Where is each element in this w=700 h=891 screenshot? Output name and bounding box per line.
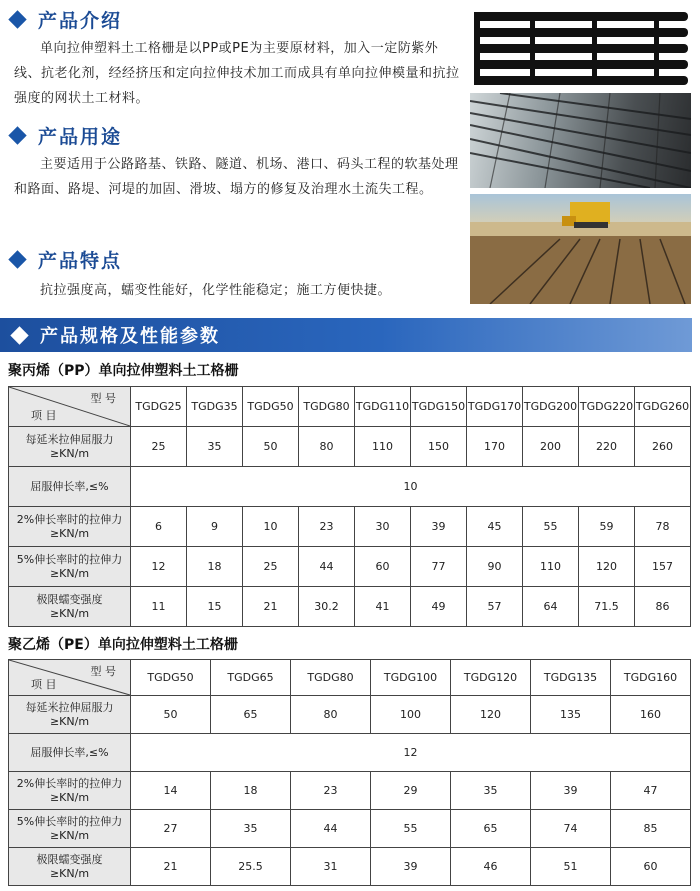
- construction-site-photo: [470, 194, 691, 304]
- header-corner-cell: [9, 660, 131, 696]
- value-cell: 27: [131, 810, 211, 848]
- value-cell: 65: [211, 696, 291, 734]
- row-unit: ≥KN/m: [49, 606, 90, 620]
- usage-heading: [8, 122, 122, 149]
- intro-title: 产品介绍: [38, 10, 123, 32]
- row-label-cell: [9, 547, 131, 587]
- value-cell: 78: [635, 507, 691, 547]
- row-label: 2%伸长率时的拉伸力: [16, 776, 123, 790]
- model-header-cell: TGDG110: [355, 387, 411, 427]
- value-cell: 6: [131, 507, 187, 547]
- value-cell: 46: [451, 848, 531, 886]
- value-cell: 110: [523, 547, 579, 587]
- value-cell: 60: [611, 848, 691, 886]
- model-header-cell: TGDG25: [131, 387, 187, 427]
- model-header-cell: TGDG80: [299, 387, 355, 427]
- table-row: [9, 587, 691, 627]
- row-label-cell: [9, 772, 131, 810]
- value-cell: 25: [131, 427, 187, 467]
- value-cell: 39: [531, 772, 611, 810]
- value-cell: 23: [299, 507, 355, 547]
- features-title: 产品特点: [38, 250, 123, 272]
- row-label: 屈服伸长率,≤%: [30, 745, 109, 759]
- value-cell: 49: [411, 587, 467, 627]
- value-cell: 64: [523, 587, 579, 627]
- value-cell: 15: [187, 587, 243, 627]
- row-label: 5%伸长率时的拉伸力: [16, 814, 123, 828]
- value-cell: 65: [451, 810, 531, 848]
- value-cell: 150: [411, 427, 467, 467]
- table-header-row: [9, 660, 691, 696]
- row-label: 极限蠕变强度: [36, 592, 103, 606]
- model-header-cell: TGDG160: [611, 660, 691, 696]
- value-cell: 44: [299, 547, 355, 587]
- model-header-cell: TGDG170: [467, 387, 523, 427]
- header-model-label: 型 号: [90, 665, 116, 678]
- row-label-cell: [9, 587, 131, 627]
- value-cell: 39: [411, 507, 467, 547]
- value-cell: 23: [291, 772, 371, 810]
- row-label: 屈服伸长率,≤%: [30, 479, 109, 493]
- value-cell: 44: [291, 810, 371, 848]
- model-header-cell: TGDG35: [187, 387, 243, 427]
- value-cell: 10: [243, 507, 299, 547]
- intro-text: 单向拉伸塑料土工格栅是以PP或PE为主要原材料，加入一定防紫外线、抗老化剂，经经挤压和定向拉伸技术加工而成具有单向拉伸模量和抗拉强度的网状土工材料。: [14, 41, 460, 106]
- row-unit: ≥KN/m: [49, 526, 90, 540]
- value-cell: 41: [355, 587, 411, 627]
- value-cell: 30.2: [299, 587, 355, 627]
- row-label-cell: [9, 734, 131, 772]
- value-cell: 60: [355, 547, 411, 587]
- value-cell: 50: [243, 427, 299, 467]
- value-cell: 135: [531, 696, 611, 734]
- pp-table-title: 聚丙烯（PP）单向拉伸塑料土工格栅: [8, 363, 239, 379]
- features-text: 抗拉强度高，蠕变性能好，化学性能稳定；施工方便快捷。: [40, 283, 392, 298]
- row-label: 每延米拉伸屈服力: [25, 700, 114, 714]
- value-cell: 55: [523, 507, 579, 547]
- value-cell: 21: [131, 848, 211, 886]
- row-unit: ≥KN/m: [49, 714, 90, 728]
- row-label-cell: [9, 696, 131, 734]
- value-cell: 100: [371, 696, 451, 734]
- table-row: [9, 734, 691, 772]
- specs-banner: [0, 318, 692, 352]
- value-cell: 80: [299, 427, 355, 467]
- row-label-cell: [9, 848, 131, 886]
- geogrid-roll-photo: [470, 8, 691, 88]
- table-header-row: [9, 387, 691, 427]
- model-header-cell: TGDG135: [531, 660, 611, 696]
- pe-table-title: 聚乙烯（PE）单向拉伸塑料土工格栅: [8, 637, 238, 653]
- table-row: [9, 547, 691, 587]
- value-cell: 11: [131, 587, 187, 627]
- value-cell: 29: [371, 772, 451, 810]
- row-unit: ≥KN/m: [49, 828, 90, 842]
- value-cell: 120: [579, 547, 635, 587]
- row-label: 每延米拉伸屈服力: [25, 432, 114, 446]
- table-row: [9, 772, 691, 810]
- value-cell: 77: [411, 547, 467, 587]
- row-label-cell: [9, 427, 131, 467]
- row-label-cell: [9, 507, 131, 547]
- value-cell: 170: [467, 427, 523, 467]
- model-header-cell: TGDG65: [211, 660, 291, 696]
- value-cell: 18: [187, 547, 243, 587]
- header-model-label: 型 号: [90, 392, 116, 405]
- model-header-cell: TGDG220: [579, 387, 635, 427]
- row-unit: ≥KN/m: [49, 566, 90, 580]
- value-cell: 200: [523, 427, 579, 467]
- value-cell: 260: [635, 427, 691, 467]
- features-heading: [8, 246, 122, 273]
- pp-spec-table: [8, 386, 691, 627]
- model-header-cell: TGDG200: [523, 387, 579, 427]
- value-cell: 90: [467, 547, 523, 587]
- model-header-cell: TGDG120: [451, 660, 531, 696]
- geogrid-closeup-photo: [470, 93, 691, 188]
- value-cell: 21: [243, 587, 299, 627]
- diamond-bullet-icon: [8, 250, 26, 268]
- value-cell: 35: [451, 772, 531, 810]
- pe-spec-table: [8, 659, 691, 886]
- row-unit: ≥KN/m: [49, 790, 90, 804]
- value-cell: 110: [355, 427, 411, 467]
- value-cell: 51: [531, 848, 611, 886]
- value-cell: 18: [211, 772, 291, 810]
- row-label-cell: [9, 810, 131, 848]
- usage-text: 主要适用于公路路基、铁路、隧道、机场、港口、码头工程的软基处理和路面、路堤、河堤的加固、滑坡、塌方的修复及治理水土流失工程。: [14, 157, 459, 197]
- table-row: [9, 848, 691, 886]
- value-cell: 80: [291, 696, 371, 734]
- value-cell: 35: [187, 427, 243, 467]
- row-unit: ≥KN/m: [49, 866, 90, 880]
- value-cell: 86: [635, 587, 691, 627]
- value-cell: 12: [131, 547, 187, 587]
- value-cell: 220: [579, 427, 635, 467]
- value-cell: 157: [635, 547, 691, 587]
- row-unit: ≥KN/m: [49, 446, 90, 460]
- table-row: [9, 507, 691, 547]
- value-cell: 47: [611, 772, 691, 810]
- row-label: 5%伸长率时的拉伸力: [16, 552, 123, 566]
- value-cell: 39: [371, 848, 451, 886]
- value-cell: 59: [579, 507, 635, 547]
- value-cell: 9: [187, 507, 243, 547]
- table-row: [9, 696, 691, 734]
- model-header-cell: TGDG260: [635, 387, 691, 427]
- value-cell: 55: [371, 810, 451, 848]
- value-cell: 25: [243, 547, 299, 587]
- diamond-bullet-icon: [8, 10, 26, 28]
- usage-title: 产品用途: [38, 126, 123, 148]
- header-corner-cell: [9, 387, 131, 427]
- value-cell: 160: [611, 696, 691, 734]
- table-row: [9, 810, 691, 848]
- model-header-cell: TGDG50: [131, 660, 211, 696]
- table-row: [9, 427, 691, 467]
- value-cell: 25.5: [211, 848, 291, 886]
- value-cell: 85: [611, 810, 691, 848]
- model-header-cell: TGDG50: [243, 387, 299, 427]
- value-cell: 57: [467, 587, 523, 627]
- merged-value-cell: 12: [131, 734, 691, 772]
- merged-value-cell: 10: [131, 467, 691, 507]
- diamond-bullet-icon: [8, 126, 26, 144]
- header-item-label: 项 目: [31, 678, 57, 691]
- value-cell: 14: [131, 772, 211, 810]
- row-label: 极限蠕变强度: [36, 852, 103, 866]
- value-cell: 71.5: [579, 587, 635, 627]
- intro-heading: [8, 6, 122, 33]
- specs-title: 产品规格及性能参数: [40, 326, 220, 347]
- row-label: 2%伸长率时的拉伸力: [16, 512, 123, 526]
- header-item-label: 项 目: [31, 409, 57, 422]
- value-cell: 74: [531, 810, 611, 848]
- value-cell: 45: [467, 507, 523, 547]
- value-cell: 31: [291, 848, 371, 886]
- value-cell: 120: [451, 696, 531, 734]
- model-header-cell: TGDG150: [411, 387, 467, 427]
- model-header-cell: TGDG100: [371, 660, 451, 696]
- model-header-cell: TGDG80: [291, 660, 371, 696]
- value-cell: 30: [355, 507, 411, 547]
- value-cell: 50: [131, 696, 211, 734]
- table-row: [9, 467, 691, 507]
- value-cell: 35: [211, 810, 291, 848]
- diamond-bullet-icon: [10, 326, 28, 344]
- row-label-cell: [9, 467, 131, 507]
